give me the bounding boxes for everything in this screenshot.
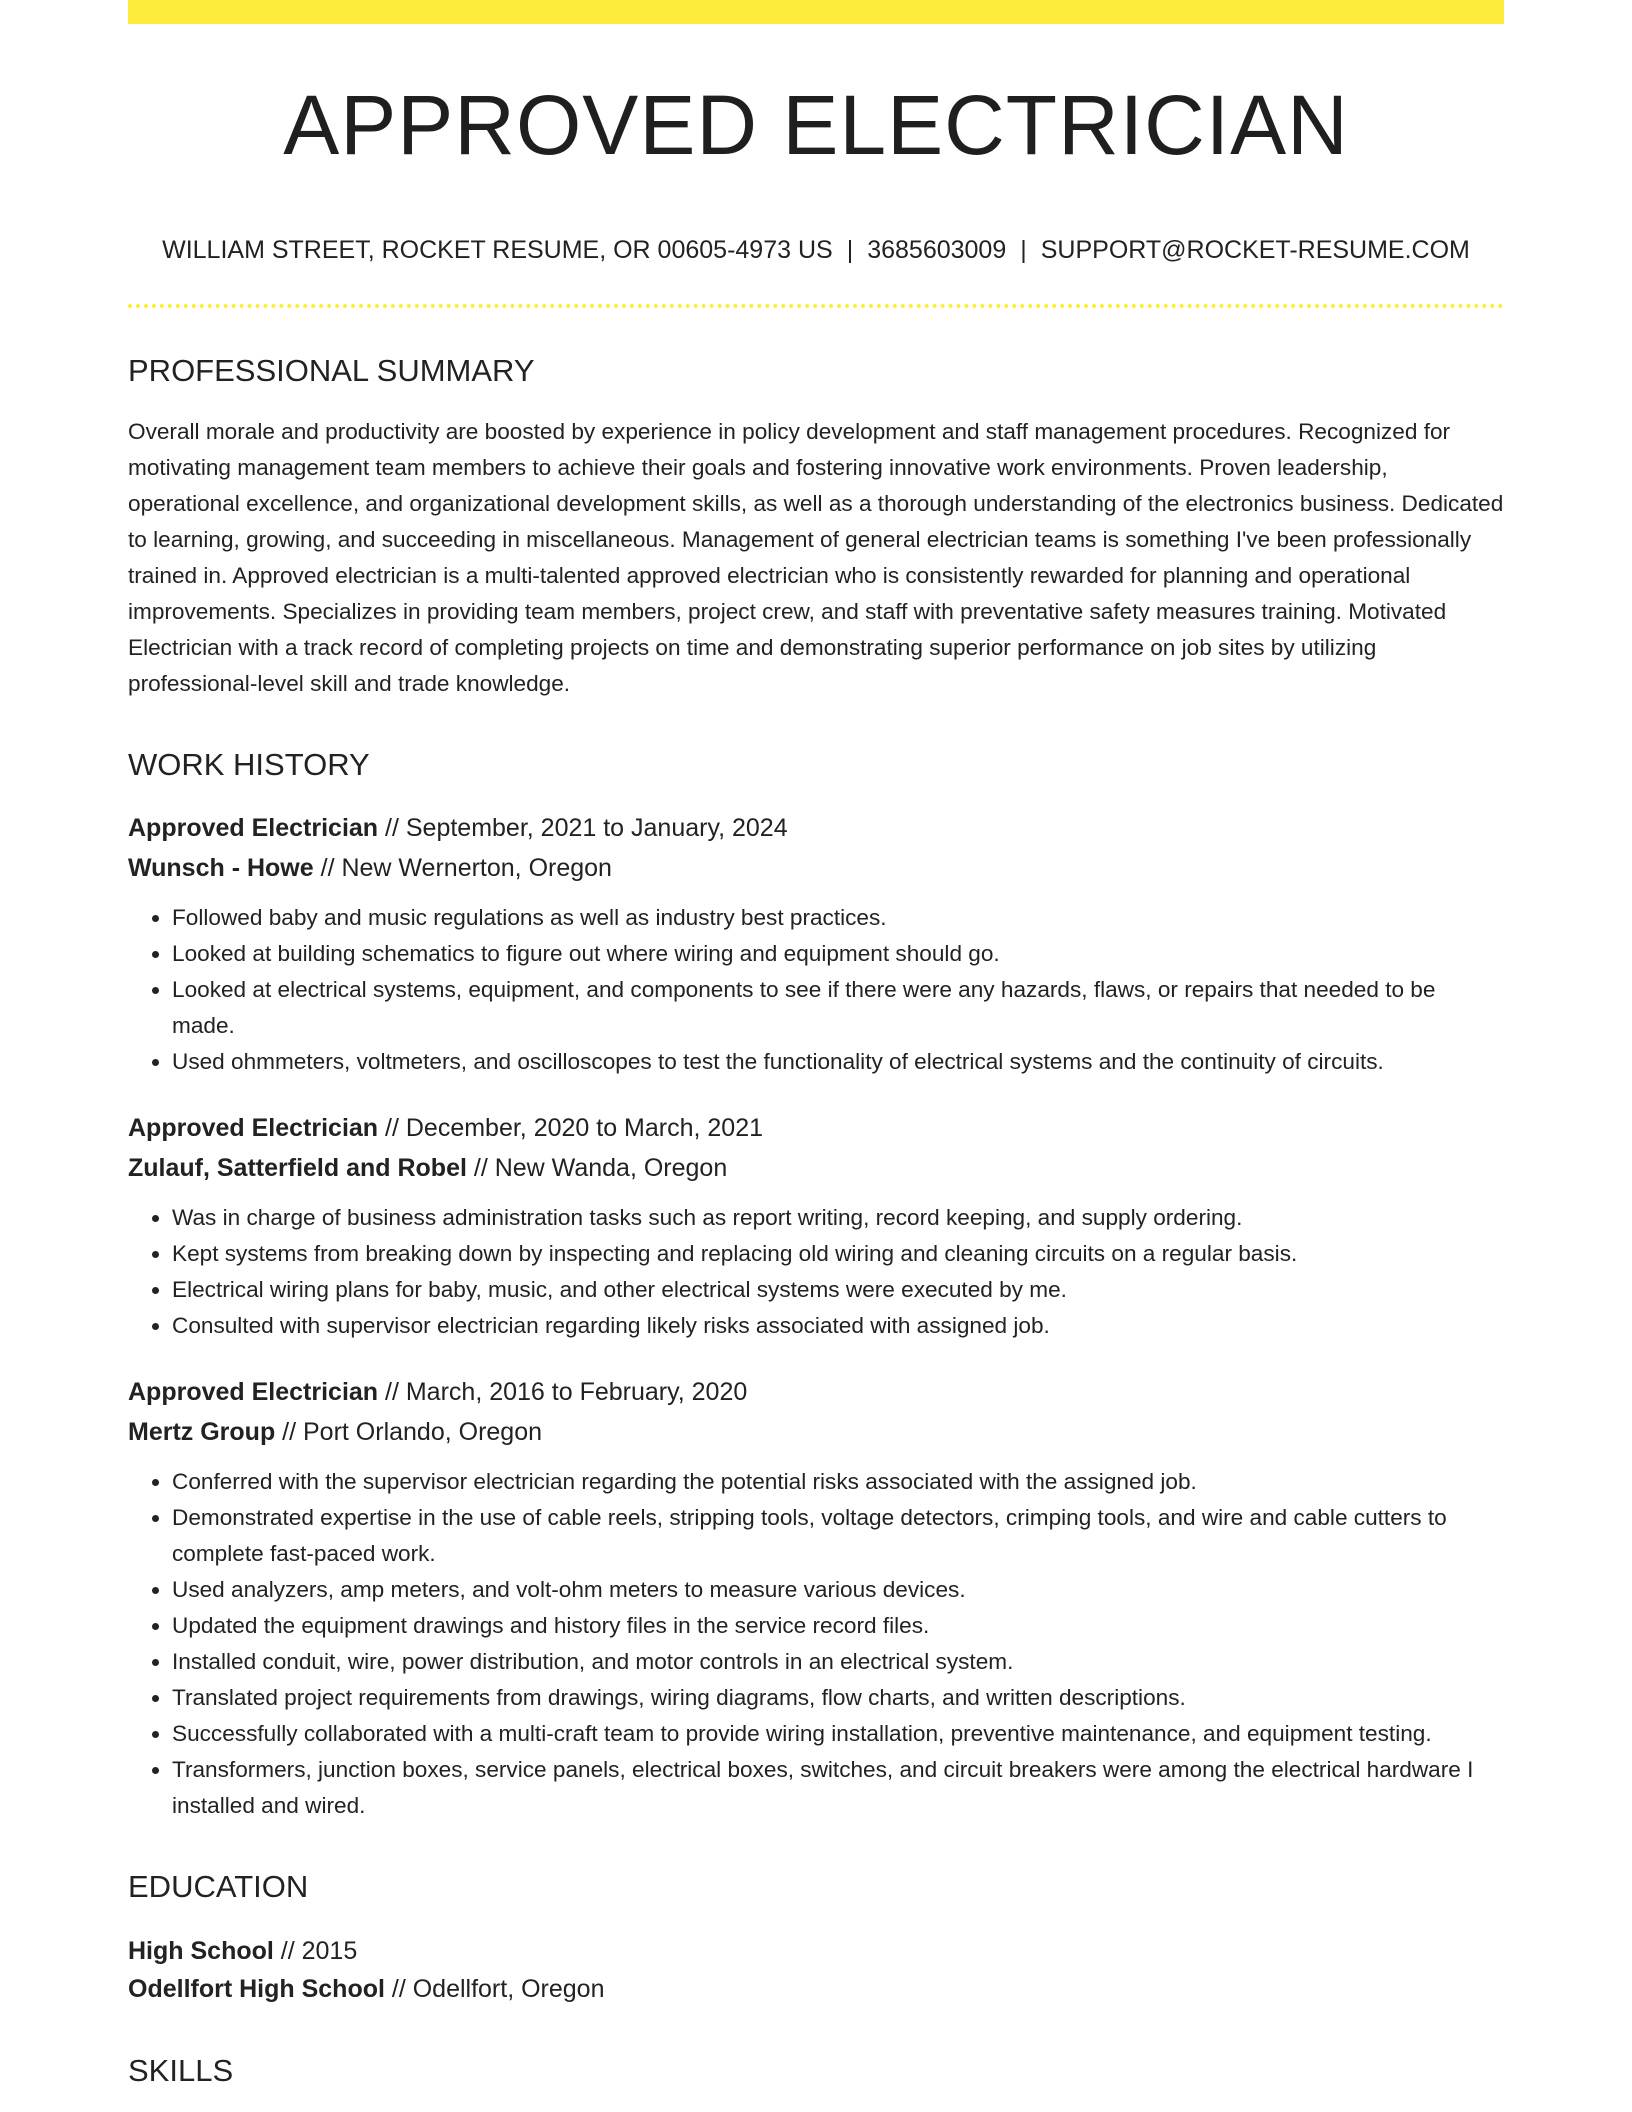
contact-email: SUPPORT@ROCKET-RESUME.COM [1040, 236, 1470, 264]
job-company: Wunsch - Howe [128, 854, 314, 882]
job-company-line [128, 1412, 1504, 1452]
resume-page [128, 0, 1504, 2090]
job-title-line [128, 1108, 1504, 1148]
job-company-line [128, 1148, 1504, 1188]
job-duty-item: • Translated project requirements from drawings, wiring diagrams, flow charts, and written descriptions. [172, 1680, 1504, 1716]
contact-separator: | [846, 236, 854, 264]
job-entry [128, 1108, 1504, 1344]
header-divider [128, 304, 1504, 308]
education-year: // 2015 [273, 1937, 358, 1965]
education-entry [128, 1932, 1504, 2008]
summary-heading: PROFESSIONAL SUMMARY [128, 353, 535, 388]
job-duty-item: • Demonstrated expertise in the use of cable reels, stripping tools, voltage detectors, crimping tools, and wire and cable cutters to complete fast-paced work. [172, 1500, 1504, 1572]
job-dates: // March, 2016 to February, 2020 [378, 1378, 748, 1406]
job-duty-item: • Used ohmmeters, voltmeters, and oscilloscopes to test the functionality of electrical systems and the continuity of circuits. [172, 1044, 1504, 1080]
education-location: // Odellfort, Oregon [384, 1975, 605, 2003]
job-position: Approved Electrician [128, 814, 379, 842]
job-duties-list [128, 1200, 1504, 1344]
job-duty-item: • Updated the equipment drawings and history files in the service record files. [172, 1608, 1504, 1644]
job-duty-item: • Was in charge of business administration tasks such as report writing, record keeping, and supply ordering. [172, 1200, 1504, 1236]
work-history-list [128, 808, 1504, 1824]
job-position: Approved Electrician [128, 1378, 379, 1406]
job-location: // Port Orlando, Oregon [275, 1418, 543, 1446]
job-title-line [128, 1372, 1504, 1412]
job-position: Approved Electrician [128, 1114, 379, 1142]
job-duty-item: • Kept systems from breaking down by inspecting and replacing old wiring and cleaning circuits on a regular basis. [172, 1236, 1504, 1272]
job-duties-list [128, 1464, 1504, 1824]
job-duty-item: • Electrical wiring plans for baby, music, and other electrical systems were executed by me. [172, 1272, 1504, 1308]
top-accent-bar [128, 0, 1504, 24]
job-dates: // September, 2021 to January, 2024 [378, 814, 788, 842]
education-degree-line [128, 1932, 1504, 1970]
job-entry [128, 808, 1504, 1080]
job-duty-item: • Successfully collaborated with a multi-craft team to provide wiring installation, preventive maintenance, and equipment testing. [172, 1716, 1504, 1752]
summary-text: Overall morale and productivity are boosted by experience in policy development and staff management procedures. Recognized for motivating management team members to achieve their goals and fostering innovative work environments. Proven leadership, operational excellence, and organizational development skills, as well as a thorough understanding of the electronics business. Dedicated to learning, growing, and succeeding in miscellaneous. Management of general electrician teams is something I've been professionally trained in. Approved electrician is a multi-talented approved electrician who is consistently rewarded for planning and operational improvements. Specializes in providing team members, project crew, and staff with preventative safety measures training. Motivated Electrician with a track record of completing projects on time and demonstrating superior performance on job sites by utilizing professional-level skill and trade knowledge. [128, 419, 1504, 696]
job-duty-item: • Looked at building schematics to figure out where wiring and equipment should go. [172, 936, 1504, 972]
job-location: // New Wanda, Oregon [466, 1154, 728, 1182]
job-duty-item: • Installed conduit, wire, power distribution, and motor controls in an electrical system. [172, 1644, 1504, 1680]
contact-phone: 3685603009 [867, 236, 1007, 264]
job-entry [128, 1372, 1504, 1824]
job-location: // New Wernerton, Oregon [313, 854, 612, 882]
job-duty-item: • Looked at electrical systems, equipment, and components to see if there were any hazards, flaws, or repairs that needed to be made. [172, 972, 1504, 1044]
job-company: Mertz Group [128, 1418, 276, 1446]
contact-line [128, 234, 1504, 266]
work-history-heading: WORK HISTORY [128, 747, 370, 782]
education-school-line [128, 1970, 1504, 2008]
education-school: Odellfort High School [128, 1975, 385, 2003]
job-company: Zulauf, Satterfield and Robel [128, 1154, 467, 1182]
education-heading: EDUCATION [128, 1869, 309, 1904]
candidate-name: APPROVED ELECTRICIAN [283, 78, 1349, 172]
job-duty-item: • Used analyzers, amp meters, and volt-ohm meters to measure various devices. [172, 1572, 1504, 1608]
job-duty-item: • Followed baby and music regulations as well as industry best practices. [172, 900, 1504, 936]
contact-separator: | [1020, 236, 1027, 264]
job-duty-item: • Conferred with the supervisor electrician regarding the potential risks associated with the assigned job. [172, 1464, 1504, 1500]
contact-address: WILLIAM STREET, ROCKET RESUME, OR 00605-4973 US [162, 236, 833, 264]
education-degree: High School [128, 1937, 274, 1965]
job-company-line [128, 848, 1504, 888]
job-duties-list [128, 900, 1504, 1080]
skills-heading: SKILLS [128, 2053, 234, 2088]
job-duty-item: • Consulted with supervisor electrician regarding likely risks associated with assigned job. [172, 1308, 1504, 1344]
job-duty-item: • Transformers, junction boxes, service panels, electrical boxes, switches, and circuit breakers were among the electrical hardware I installed and wired. [172, 1752, 1504, 1824]
job-title-line [128, 808, 1504, 848]
job-dates: // December, 2020 to March, 2021 [378, 1114, 764, 1142]
